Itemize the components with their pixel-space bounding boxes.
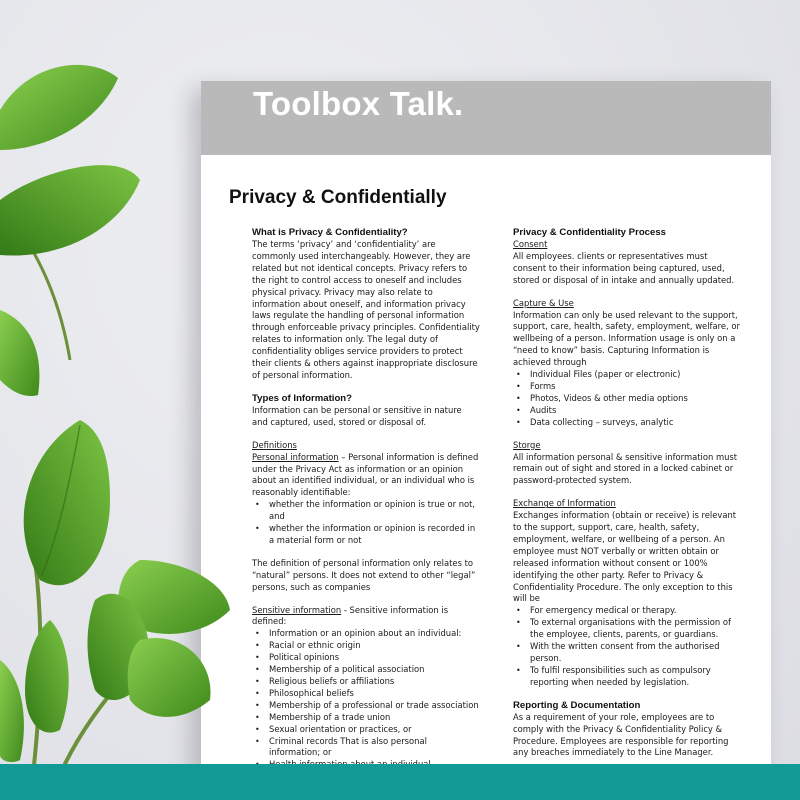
sensitive-info-paragraph (252, 605, 480, 629)
list-item: • Philosophical beliefs (269, 688, 480, 700)
exchange-list (513, 605, 741, 688)
types-heading: Types of Information? (252, 392, 353, 404)
list-item: • Audits (530, 405, 741, 417)
list-item: • Political opinions (269, 652, 480, 664)
list-item: • Information or an opinion about an individual: (269, 628, 480, 640)
personal-info-list (252, 499, 480, 547)
document-title: Privacy & Confidentially (229, 187, 447, 208)
capture-text: Information can only be used relevant to the support, support, care, health, safety, employment, welfare, or wellbeing of a person. Information usage is only on a “need to know” basis. Capturing Information is achieved through (513, 309, 740, 368)
exchange-label: Exchange of Information (513, 498, 616, 509)
header-title: Toolbox Talk. (253, 85, 464, 122)
list-item: • Photos, Videos & other media options (530, 393, 741, 405)
reporting-text: As a requirement of your role, employees are to comply with the Privacy & Confidentiality Policy & Procedure. Employees are responsible for reporting any breaches immediately to the Line Manager. (513, 711, 729, 758)
list-item: • Membership of a political association (269, 664, 480, 676)
list-item: • With the written consent from the authorised person. (530, 641, 741, 665)
storage-label: Storge (513, 439, 541, 450)
sensitive-info-text: - Sensitive information is defined: (252, 604, 449, 627)
definitions-label: Definitions (252, 439, 297, 450)
personal-info-paragraph (252, 452, 480, 500)
reporting-heading: Reporting & Documentation (513, 699, 641, 711)
list-item: • Sexual orientation or practices, or (269, 724, 480, 736)
exchange-text: Exchanges information (obtain or receive) is relevant to the support, support, care, health, safety, employment, welfare, or wellbeing of a person. An employee must NOT verbally or written obtain or released information without consent or 100% identifying the other party. Refer to Privacy & Confidentiality Procedure. The only exception to this will be (513, 510, 737, 604)
capture-label: Capture & Use (513, 297, 574, 308)
list-item: • Racial or ethnic origin (269, 640, 480, 652)
footer-accent-bar (0, 764, 800, 800)
storage-text: All information personal & sensitive information must remain out of sight and stored in a locked cabinet or password-protected system. (513, 451, 738, 486)
document-header (201, 81, 771, 155)
what-is-heading: What is Privacy & Confidentiality? (252, 227, 408, 238)
list-item: • Data collecting – surveys, analytic (530, 417, 741, 429)
list-item: • Membership of a trade union (269, 712, 480, 724)
types-body: Information can be personal or sensitive in nature and captured, used, stored or disposal of. (252, 404, 462, 427)
personal-info-text: – Personal information is defined under the Privacy Act as information or an opinion about an identified individual, or an individual who is reasonably identifiable: (252, 451, 479, 498)
list-item: • Criminal records That is also personal information; or (269, 736, 480, 760)
list-item: • To external organisations with the permission of the employee, clients, parents, or guardians. (530, 617, 741, 641)
what-is-body: The terms ‘privacy’ and ‘confidentiality’ are commonly used interchangeably. However, they are related but not identical concepts. Privacy refers to the right to control access to oneself and includes physical privacy. Privacy may also relate to information about oneself, and information privacy laws regulate the handling of personal information through enforceable privacy principles. Confidentiality relates to information only. The legal duty of confidentiality obliges service providers to protect their clients & others against inappropriate disclosure of personal information. (252, 239, 480, 380)
right-column (513, 227, 741, 759)
process-heading: Privacy & Confidentiality Process (513, 227, 667, 238)
natural-persons-text: The definition of personal information only relates to “natural” persons. It does not extend to other “legal” persons, such as companies (252, 557, 476, 592)
capture-list (513, 369, 741, 429)
consent-text: All employees. clients or representatives must consent to their information being captured, used, stored or disposal of in intake and annually updated. (513, 250, 735, 285)
list-item: • Membership of a professional or trade association (269, 700, 480, 712)
sensitive-info-label: Sensitive information (252, 604, 342, 615)
list-item: • Religious beliefs or affiliations (269, 676, 480, 688)
personal-info-label: Personal information (252, 451, 339, 462)
document-page (201, 81, 771, 771)
list-item: • whether the information or opinion is true or not, and (269, 499, 480, 523)
list-item: • For emergency medical or therapy. (530, 605, 741, 617)
list-item: • Individual Files (paper or electronic) (530, 369, 741, 381)
list-item: • Forms (530, 381, 741, 393)
consent-label: Consent (513, 239, 548, 249)
left-column (252, 227, 480, 795)
list-item: • To fulfil responsibilities such as compulsory reporting when needed by legislation. (530, 665, 741, 689)
list-item: • whether the information or opinion is recorded in a material form or not (269, 523, 480, 547)
